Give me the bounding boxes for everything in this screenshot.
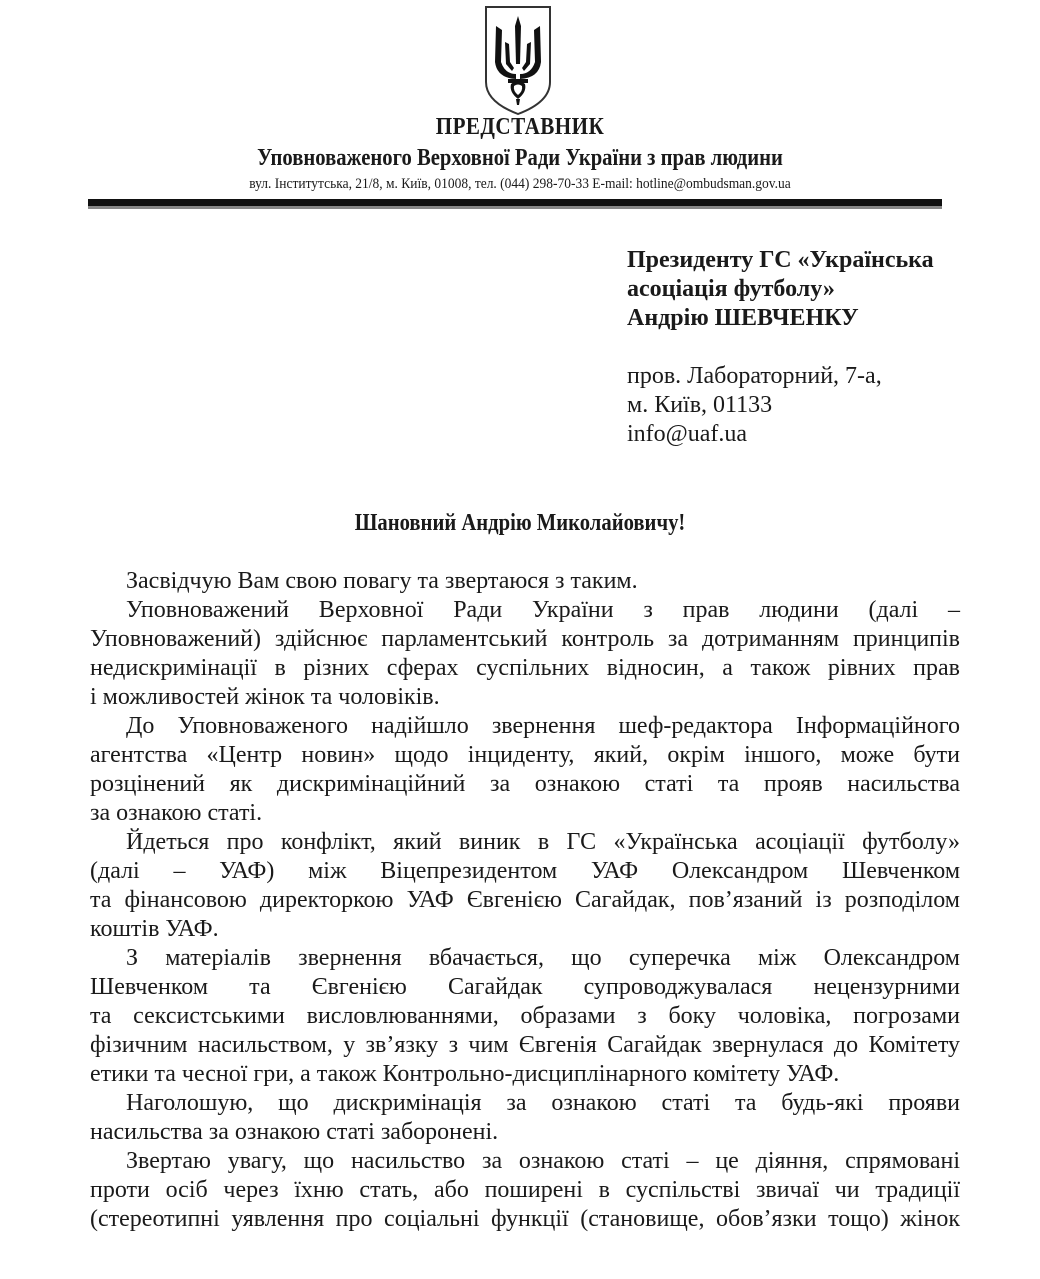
recipient-address-line: пров. Лабораторний, 7-а, <box>627 363 882 389</box>
body-text-line: Шевченком та Євгенією Сагайдак супроводжувалася нецензурними <box>90 974 960 1000</box>
body-text-line: До Уповноваженого надійшло звернення шеф-редактора Інформаційного <box>126 713 960 739</box>
salutation: Шановний Андрію Миколайовичу! <box>354 510 686 536</box>
recipient-address-line: м. Київ, 01133 <box>627 392 773 418</box>
header-contact-address: вул. Інститутська, 21/8, м. Київ, 01008, тел. (044) 298-70-33 E-mail: hotline@ombudsman.gov.ua <box>249 176 791 192</box>
body-text-line: фізичним насильством, у зв’язку з чим Євгенія Сагайдак звернулася до Комітету <box>90 1032 960 1058</box>
body-text-line: розцінений як дискримінаційний за ознакою статі та прояв насильства <box>90 771 960 797</box>
body-text-line: З матеріалів звернення вбачається, що суперечка між Олександром <box>126 945 960 971</box>
body-text-line: (стереотипні уявлення про соціальні функції (становище, обов’язки тощо) жінок <box>90 1206 960 1232</box>
header-title: ПРЕДСТАВНИК <box>435 114 605 140</box>
body-text-line: (далі – УАФ) між Віцепрезидентом УАФ Олександром Шевченком <box>90 858 960 884</box>
recipient-line: Президенту ГС «Українська <box>627 247 934 273</box>
recipient-line: Андрію ШЕВЧЕНКУ <box>627 305 859 331</box>
recipient-email[interactable]: info@uaf.ua <box>627 421 748 447</box>
recipient-address-block <box>627 362 882 449</box>
header-divider-thin <box>88 206 942 209</box>
body-text-line: Йдеться про конфлікт, який виник в ГС «Українська асоціації футболу» <box>126 829 960 855</box>
header-subtitle: Уповноваженого Верховної Ради України з прав людини <box>257 145 783 171</box>
body-text-line: недискримінації в різних сферах суспільних відносин, а також рівних прав <box>90 655 960 681</box>
body-text-line: Уповноважений Верховної Ради України з прав людини (далі – <box>126 597 960 623</box>
recipient-line: асоціація футболу» <box>627 276 835 302</box>
body-text-line: агентства «Центр новин» щодо інциденту, який, окрім іншого, може бути <box>90 742 960 768</box>
letter-body <box>90 567 960 1234</box>
body-text-line: Звертаю увагу, що насильство за ознакою статі – це діяння, спрямовані <box>126 1148 960 1174</box>
body-text-line: та фінансовою директоркою УАФ Євгенією Сагайдак, пов’язаний із розподілом <box>90 887 960 913</box>
body-text-line: і можливостей жінок та чоловіків. <box>90 684 440 710</box>
body-text-line: та сексистськими висловлюваннями, образами з боку чоловіка, погрозами <box>90 1003 960 1029</box>
body-text-line: Наголошую, що дискримінація за ознакою статі та будь-які прояви <box>126 1090 960 1116</box>
body-text-line: коштів УАФ. <box>90 916 219 942</box>
trident-coat-of-arms-icon <box>483 4 553 116</box>
recipient-block <box>627 246 934 333</box>
header-divider-thick <box>88 199 942 206</box>
body-text-line: проти осіб через їхню стать, або поширені в суспільстві звичаї чи традиції <box>90 1177 960 1203</box>
body-text-line: насильства за ознакою статі заборонені. <box>90 1119 499 1145</box>
body-text-line: Уповноважений) здійснює парламентський контроль за дотриманням принципів <box>90 626 960 652</box>
body-text-line: етики та чесної гри, а також Контрольно-дисциплінарного комітету УАФ. <box>90 1061 840 1087</box>
body-text-line: за ознакою статі. <box>90 800 263 826</box>
body-text-line: Засвідчую Вам свою повагу та звертаюся з таким. <box>126 568 638 594</box>
